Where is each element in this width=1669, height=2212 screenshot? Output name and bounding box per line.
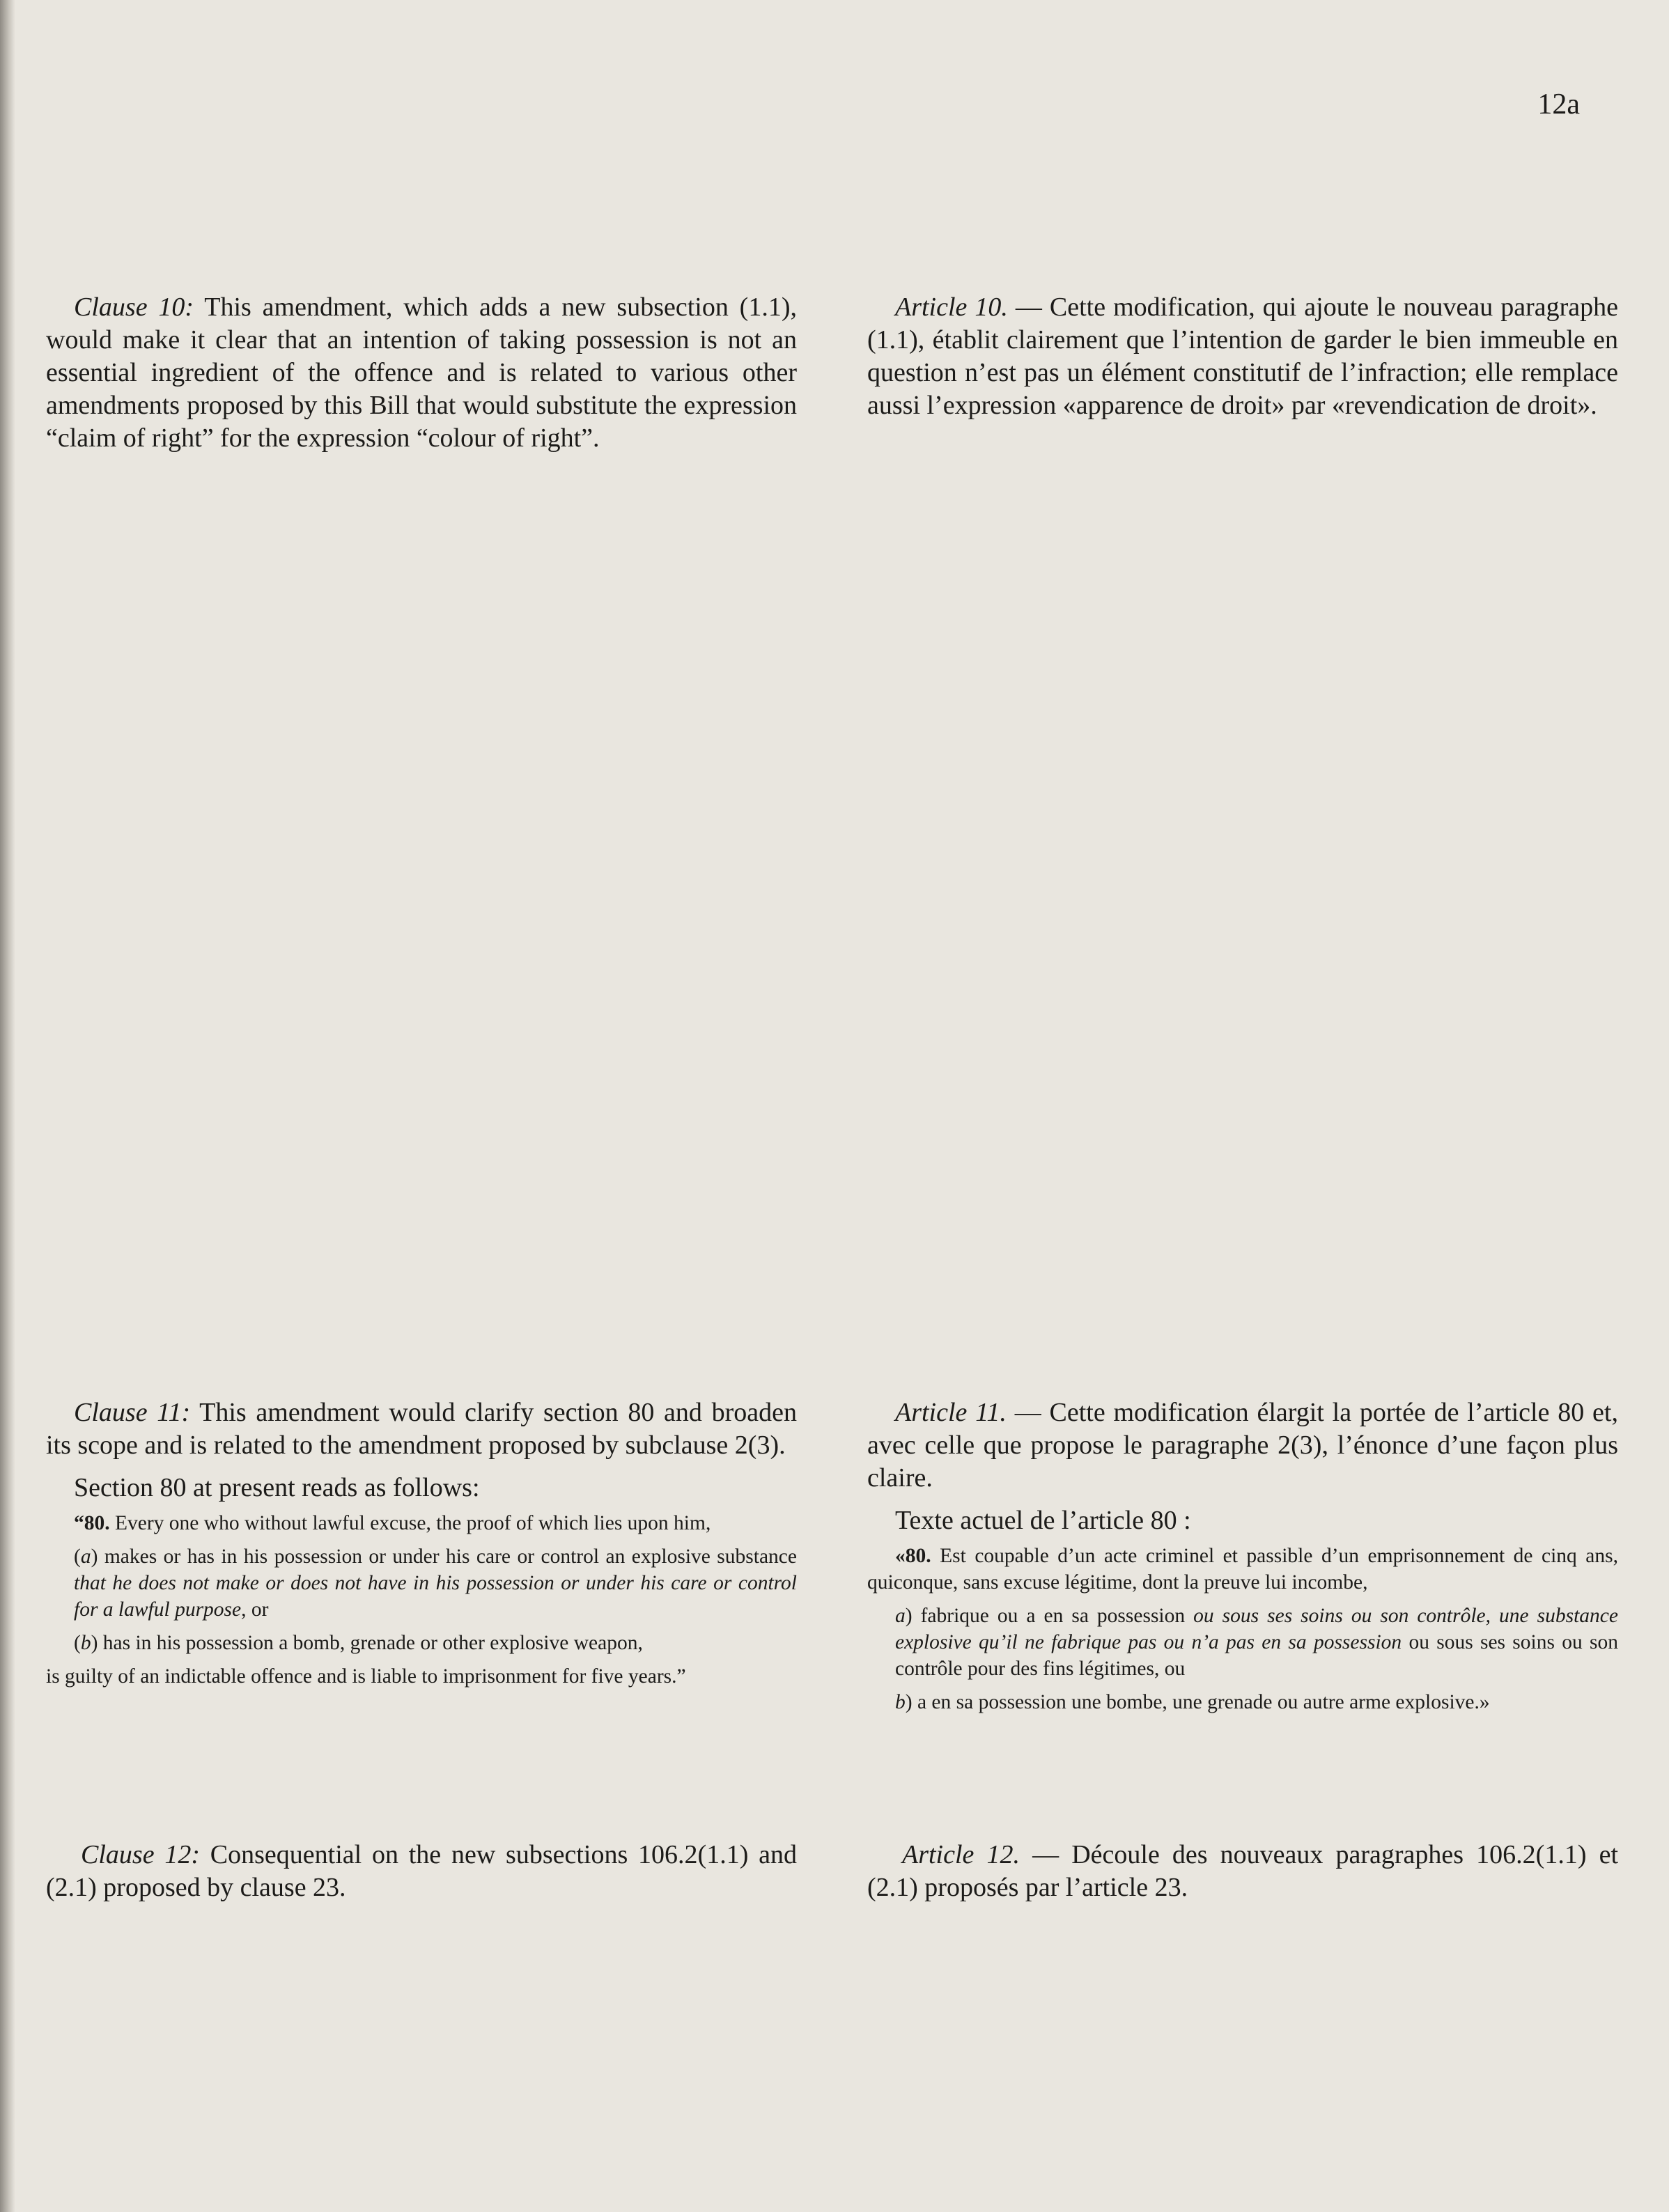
clause-12-fr-paragraph bbox=[867, 1839, 1618, 1904]
section-80-fr-item-a: a) fabrique ou a en sa possession ou sous ses soins ou son contrôle, une substance explosive qu’il ne fabrique pas ou n’a pas en sa possession ou sous ses soins ou son contrôle pour des fins légitimes, ou bbox=[895, 1605, 1618, 1680]
clause-12-en-lead: Clause 12: bbox=[81, 1840, 200, 1869]
section-80-fr-b-text: a en sa possession une bombe, une grenade ou autre arme explosive.» bbox=[912, 1691, 1490, 1713]
clause-10-fr-text: — Cette modification, qui ajoute le nouveau paragraphe (1.1), établit clairement que l’intention de garder le bien immeuble en question n’est pas un élément constitutif de l’infraction; elle remplace aussi l’expression «apparence de droit» par «revendication de droit». bbox=[867, 293, 1619, 420]
clause-11-fr-lead: Article 11. bbox=[895, 1398, 1007, 1427]
clause-11-en-lead: Clause 11: bbox=[74, 1398, 191, 1427]
section-80-en-item-a: (a) makes or has in his possession or under his care or control an explosive substance that he does not make or does not have in his possession or under his care or control for a lawful purpose, or bbox=[74, 1545, 797, 1621]
section-80-en-closing: is guilty of an indictable offence and is liable to imprisonment for five years.” bbox=[46, 1665, 686, 1688]
section-80-french-quote bbox=[867, 1543, 1618, 1715]
section-80-fr-a-text2: ou sous ses soins ou son contrôle pour des fins légitimes, ou bbox=[895, 1631, 1618, 1680]
clause-10-english bbox=[46, 291, 797, 455]
clause-11-fr-text: — Cette modification élargit la portée de l’article 80 et, avec celle que propose le paragraphe 2(3), l’énonce d’une façon plus claire. bbox=[867, 1398, 1618, 1493]
clause-12-fr-lead: Article 12. bbox=[902, 1840, 1020, 1869]
clause-10-en-lead: Clause 10: bbox=[74, 293, 194, 322]
clause-11-en-intro: Section 80 at present reads as follows: bbox=[74, 1473, 480, 1502]
clause-11-en-paragraph bbox=[46, 1396, 797, 1462]
clause-12-english bbox=[46, 1839, 797, 1904]
section-80-en-opening bbox=[46, 1510, 797, 1536]
clause-12-en-paragraph bbox=[46, 1839, 797, 1904]
page-edge-shadow bbox=[0, 0, 15, 2212]
section-80-fr-a-italic: ou sous ses soins ou son contrôle, une substance explosive qu’il ne fabrique pas ou n’a pas en sa possession bbox=[895, 1605, 1618, 1653]
clause-11-fr-paragraph bbox=[867, 1396, 1618, 1495]
clause-12-fr-text: — Découle des nouveaux paragraphes 106.2(1.1) et (2.1) proposés par l’article 23. bbox=[867, 1840, 1619, 1902]
section-80-fr-opening bbox=[867, 1543, 1618, 1596]
section-80-fr-number: «80. bbox=[895, 1545, 931, 1567]
clause-11-fr-intro: Texte actuel de l’article 80 : bbox=[895, 1506, 1191, 1535]
clause-10-fr-lead: Article 10. bbox=[895, 293, 1008, 322]
section-80-en-b-text: has in his possession a bomb, grenade or other explosive weapon, bbox=[98, 1632, 643, 1654]
section-80-en-item-b: (b) has in his possession a bomb, grenade or other explosive weapon, bbox=[74, 1632, 643, 1654]
clause-11-french bbox=[867, 1396, 1618, 1722]
section-80-fr-opening-text: Est coupable d’un acte criminel et passible d’un emprisonnement de cinq ans, quiconque, sans excuse légitime, dont la preuve lui incombe, bbox=[867, 1545, 1618, 1594]
clause-11-en-text: This amendment would clarify section 80 and broaden its scope and is related to the amendment proposed by subclause 2(3). bbox=[46, 1398, 797, 1460]
clause-12-en-text: Consequential on the new subsections 106.2(1.1) and (2.1) proposed by clause 23. bbox=[46, 1840, 797, 1902]
section-80-en-a-italic: that he does not make or does not have in his possession or under his care or control for a lawful purpose bbox=[74, 1572, 797, 1621]
section-80-en-opening-text: Every one who without lawful excuse, the proof of which lies upon him, bbox=[109, 1512, 711, 1534]
clause-11-english bbox=[46, 1396, 797, 1697]
section-80-fr-a-text1: fabrique ou a en sa possession bbox=[912, 1605, 1194, 1627]
section-80-english-quote bbox=[46, 1510, 797, 1690]
clause-10-fr-paragraph bbox=[867, 291, 1618, 422]
page-number: 12a bbox=[1537, 88, 1580, 120]
clause-12-french bbox=[867, 1839, 1618, 1904]
clause-10-french bbox=[867, 291, 1618, 422]
section-80-en-a-text1: makes or has in his possession or under his care or control an explosive substance bbox=[98, 1545, 797, 1568]
clause-10-en-paragraph bbox=[46, 291, 797, 455]
clause-10-en-text: This amendment, which adds a new subsection (1.1), would make it clear that an intention of taking possession is not an essential ingredient of the offence and is related to various other amendments proposed by this Bill that would substitute the expression “claim of right” for the expression “colour of right”. bbox=[46, 293, 797, 453]
section-80-fr-item-b: b) a en sa possession une bombe, une grenade ou autre arme explosive.» bbox=[895, 1691, 1490, 1713]
section-80-en-a-text2: , or bbox=[241, 1598, 269, 1621]
section-80-en-number: “80. bbox=[74, 1512, 110, 1534]
